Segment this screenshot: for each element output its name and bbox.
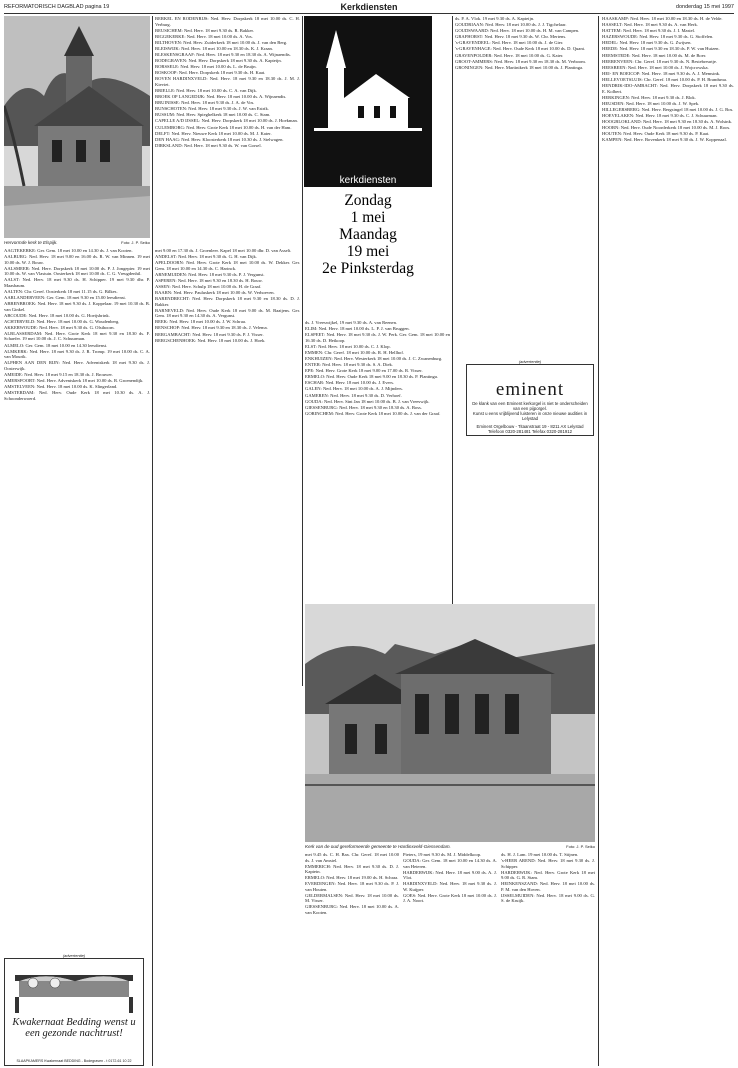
service-entry: AAGTEKERKE: Ger. Gem. 18 mei 10.00 en 14.30 ds. J. van Kooten.	[4, 248, 133, 253]
photo1-caption	[4, 240, 150, 245]
ad-tag: (advertentie)	[518, 359, 542, 364]
day-line: 2e Pinksterdag	[322, 260, 414, 277]
service-entry: EVERDINGEN: Ned. Herv. 18 mei 9.30 ds. P. J. van Houten.	[305, 881, 399, 892]
service-entry: BUSSUM: Ned. Herv. Spieghelkerk 18 mei 10.00 ds. C. Stam.	[155, 112, 271, 118]
service-entry: BEEK: Ned. Herv. 18 mei 10.00 ds. J. W. Schraa.	[155, 319, 247, 325]
service-entry: GORINCHEM: Ned. Herv. Grote Kerk 18 mei 10.00 ds. J. van der Graaf.	[305, 410, 441, 416]
service-entry: GIESSENBURG: Ned. Herv. 18 mei 9.30 en 18.30 ds. A. Boss.	[305, 404, 422, 410]
service-days	[304, 192, 432, 277]
service-entry: mei 9.00 en 17.30 ds. J. Groenleer. Kapel 18 mei 10.00 dhr. D. van Asselt.	[155, 248, 292, 253]
service-entry: HEDEL: Ned. Herv. 18 mei 9.30 ds. G. Zwijsen.	[602, 40, 692, 46]
day-line: Maandag	[339, 226, 397, 243]
service-entry: DELFT: Ned. Herv. Nieuwe Kerk 18 mei 10.00 ds. M. J. Kater.	[155, 130, 272, 136]
service-entry: BARNEVELD: Ned. Herv. Oude Kerk 18 mei 9.00 ds. M. Baaijens. Ger. Gem. 18 mei 9.30 en 14.30 ds. A. Vergunst.	[155, 307, 300, 319]
service-entry: BOSKOOP: Ned. Herv. Dorpskerk 18 mei 9.30 ds. H. Kaat.	[155, 70, 266, 76]
service-entry: Pieters, 19 mei 9.30 ds. M. J. Middelkoop.	[403, 852, 482, 857]
service-entry: ASSEN: Ned. Herv. Schulp 18 mei 10.00 ds. H. de Graaf.	[155, 283, 262, 289]
service-entry: HARDERWIJK: Ned. Herv. 18 mei 9.00 ds. A. J. Vlot.	[403, 869, 497, 881]
service-entry: KAMPEN: Ned. Herv. Bovenkerk 18 mei 9.30 ds. J. W. Koppenaal.	[602, 137, 727, 143]
ad-line: De klank van een Eminent kerkorgel is niet te onderscheiden van een pijporgel.	[472, 401, 588, 411]
service-entry: GRAFHORST: Ned. Herv. 18 mei 9.30 ds. W. Chr. Mertens.	[455, 34, 567, 40]
service-entry: GAMEREN: Ned. Herv. 18 mei 9.30 ds. D. Verhoef.	[305, 392, 402, 398]
column-rule	[302, 16, 303, 686]
section-title: Kerkdiensten	[340, 2, 398, 12]
service-entry: AALST: Ned. Herv. 18 mei 9.30 ds. H. Schipper. 19 mei 9.30 dhr. P. Maasbaum.	[4, 277, 150, 288]
service-entry: GOUDA: Ned. Herv. Sint Jan 18 mei 10.00 ds. B. J. van Vreeswijk.	[305, 398, 430, 404]
service-entry: HASSELT: Ned. Herv. 18 mei 9.30 ds. A. van Herk.	[602, 22, 698, 28]
service-entry: BORSSELE: Ned. Herv. 18 mei 10.00 ds. L. de Bruijn.	[155, 64, 257, 70]
ad-address: Eminent Orgelbouw - Titaanstraat 19 - 8211 AX Lelystad	[476, 424, 584, 429]
service-entry: BILTHOVEN: Ned. Herv. Zuiderkerk 18 mei 10.00 ds. J. van den Berg.	[155, 39, 288, 45]
day-line: 19 mei	[346, 243, 390, 260]
service-entry: ERMELO: Ned. Herv. Oude Kerk 18 mei 9.00 en 18.30 ds. P. Plantinga.	[305, 374, 439, 380]
service-entry: HOORN: Ned. Herv. Oude Noorderkerk 18 mei 10.00 ds. M. J. Roos.	[602, 125, 731, 131]
service-entry: GRAVENPOLDER: Ned. Herv. 18 mei 10.00 ds. G. Kater.	[455, 52, 564, 58]
kwakernaat-advertisement	[4, 953, 144, 1066]
service-entry: AALSMEER: Ned. Herv. Dorpskerk 18 mei 10.00 ds. P. J. Jongepier. 19 mei 10.00 ds. W. van Vlastuin. Oosterkerk 18 mei 10.00 ds. C. G. Vreugdenhil.	[4, 265, 150, 277]
service-entry: GELDERMALSEN: Ned. Herv. 18 mei 10.00 ds. M. Visser.	[305, 892, 399, 904]
service-entry: BLESKENSGRAAF: Ned. Herv. 18 mei 9.30 en 18.30 ds. A. Wijnaendts.	[155, 51, 291, 57]
column-2	[155, 248, 300, 1066]
service-entry: ACHTERVELD: Ned. Herv. 18 mei 10.00 ds. G. Woudenberg.	[4, 318, 120, 324]
service-entry: GOUDA: Ger. Gem. 18 mei 10.00 en 14.30 ds. A. van Heteren.	[403, 858, 497, 869]
column-bottom-2	[403, 852, 497, 1066]
service-entry: BIGGEKERKE: Ned. Herv. 18 mei 10.00 ds. A. Vos.	[155, 33, 253, 39]
service-entry: ELIM: Ned. Herv. 18 mei 10.00 ds. L. P. J. van Bruggen.	[305, 326, 410, 332]
service-entry: HILLEGERSBERG: Ned. Herv. Bergsingel 18 mei 10.00 ds. J. G. Bos.	[602, 106, 734, 112]
service-entry: BLEISWIJK: Ned. Herv. 18 mei 10.00 en 18.30 ds. K. J. Kraan.	[155, 45, 273, 51]
column-rule	[598, 16, 599, 1066]
church-photo-hardinxveld	[305, 604, 595, 842]
service-entry: HARDERWIJK: Ned. Herv. Grote Kerk 18 mei 9.00 ds. G. R. Stam.	[501, 869, 595, 881]
service-entry: HEERENVEEN: Chr. Geref. 18 mei 9.30 ds. N. Bestebreurtje.	[602, 58, 718, 64]
service-entry: CAPELLE A/D IJSSEL: Ned. Herv. Dorpskerk 18 mei 10.00 ds. J. Hoekman.	[155, 118, 298, 124]
service-entry: HERKINGEN: Ned. Herv. 18 mei 9.30 ds. J. Blok.	[602, 94, 696, 100]
service-entry: ERMELO: Ned. Herv. 18 mei 19.00 ds. H. Schraa.	[305, 875, 399, 881]
service-entry: GROOT-AMMERS: Ned. Herv. 18 mei 9.30 en 18.30 ds. M. Verboom.	[455, 58, 587, 64]
column-6	[602, 16, 734, 1066]
service-entry: BRUINISSE: Ned. Herv. 18 mei 9.30 ds. J. A. de Vos.	[155, 100, 255, 106]
service-entry: ABCOUDE: Ned. Herv. 18 mei 10.00 ds. G. Hoeijsbrink.	[4, 312, 110, 318]
kerkdiensten-label: kerkdiensten	[304, 174, 432, 187]
service-entry: GIESSENBURG: Ned. Herv. 18 mei 10.00 ds. A. van Kooten.	[305, 904, 399, 915]
service-entry: HENDRIK-IDO-AMBACHT: Ned. Herv. Dorpskerk 18 mei 9.30 ds. E. Kolbert.	[602, 83, 734, 94]
bed-illustration	[5, 961, 143, 1017]
service-entry: ELSPEET: Ned. Herv. 18 mei 9.30 ds. J. W. Perk. Ger. Gem. 18 mei 10.00 en 16.30 ds. D. Heikoop.	[305, 332, 450, 343]
header-date: donderdag 15 mei 1997	[675, 4, 734, 10]
service-entry: HAZERSWOUDE: Ned. Herv. 18 mei 9.30 ds. G. Stoffelen.	[602, 34, 714, 40]
service-entry: ds. H. J. Lam. 19 mei 10.00 ds. T. Stijnen.	[501, 852, 579, 857]
service-entry: GOUDSWAARD: Ned. Herv. 18 mei 10.00 ds. H. M. van Campen.	[455, 28, 580, 34]
service-entry: ALMKERK: Ned. Herv. 18 mei 9.30 ds. J. R. Tromp. 19 mei 10.00 ds. C. A. van Mourik.	[4, 348, 150, 360]
service-entry: 's-HEER AREND: Ned. Herv. 18 mei 9.30 ds. J. Schipper.	[501, 858, 595, 869]
service-entry: HEI- EN BOEICOP: Ned. Herv. 18 mei 9.30 ds. A. J. Memsink.	[602, 70, 721, 76]
service-entry: BEUSICHEM: Ned. Herv. 18 mei 9.30 ds. R. Bakker.	[155, 27, 254, 33]
service-entry: ALPHEN AAN DEN RIJN: Ned. Herv. Adventskerk 18 mei 9.30 ds. J. Oosterwijk.	[4, 360, 150, 371]
service-entry: GRONINGEN: Ned. Herv. Martinikerk 18 mei 10.00 ds. J. Plantinga.	[455, 64, 584, 70]
service-entry: ALBLASSERDAM: Ned. Herv. Grote Kerk 18 mei 9.30 en 18.30 ds. F. Schaefer. 19 mei 10.00 ds. J. C. Schuurman.	[4, 330, 150, 342]
service-entry: AALTEN: Chr. Geref. Oosterkerk 18 mei 11.15 ds. G. Bilkes.	[4, 288, 118, 294]
page-header	[4, 2, 734, 14]
service-entry: ds. P. A. Vlok. 19 mei 9.30 ds. A. Kapteijn.	[455, 16, 535, 21]
service-entry: GALEN: Ned. Herv. 18 mei 10.00 ds. A. J. Mijnders.	[305, 386, 403, 392]
service-entry: EMMEN: Chr. Geref. 18 mei 10.00 ds. R. H. Hellhof.	[305, 349, 405, 355]
service-entry: ABBENBROEK: Ned. Herv. 18 mei 9.30 ds. J. Koppelaar. 19 mei 10.30 ds. B. van Ginkel.	[4, 301, 150, 312]
service-entry: GOUDRIAAN: Ned. Herv. 18 mei 10.00 ds. J. J. Tigchelaar.	[455, 22, 567, 28]
service-entry: HELLEVOETSLUIS: Chr. Geref. 18 mei 10.00 ds. P. H. Brandsma.	[602, 76, 728, 82]
service-entry: BENSCHOP: Ned. Herv. 18 mei 9.30 en 18.30 ds. J. Velema.	[155, 325, 268, 331]
service-entry: AMSTELVEEN: Ned. Herv. 18 mei 10.00 ds. K. Slingerland.	[4, 384, 118, 389]
ad-phone: Telefoon 0320-281481 Telefax 0320-281912	[487, 429, 573, 434]
service-entry: HEEDE: Ned. Herv. 18 mei 9.30 en 18.30 ds. P. W. van Huizen.	[602, 46, 720, 52]
service-entry: BERKEL EN RODENRIJS: Ned. Herv. Dorpskerk 18 mei 10.00 ds. C. H. Verburg.	[155, 16, 300, 27]
service-entry: AKKERWOUDE: Ned. Herv. 18 mei 9.30 ds. G. Olsthoorn.	[4, 324, 115, 330]
service-entry: HARDINXVELD: Ned. Herv. 18 mei 9.30 ds. J. W. Kuijper.	[403, 881, 497, 892]
service-entry: ANDELST: Ned. Herv. 18 mei 9.30 ds. G. H. van Dijk.	[155, 254, 257, 260]
eminent-advertisement	[466, 359, 594, 436]
service-entry: DIRKSLAND: Ned. Herv. 18 mei 9.30 ds. W. van Gorsel.	[155, 142, 262, 148]
ad-address: SLAAPKAMERS Kwakernaat BEDDING - Bodegraven - t 0172-61 10 22	[16, 1058, 132, 1063]
service-entry: BRIELLE: Ned. Herv. 18 mei 10.00 ds. C. A. van Dijk.	[155, 87, 257, 93]
service-entry: AALBURG: Ned. Herv. 18 mei 9.00 en 16.00 ds. R. W. van Minnen. 19 mei 10.00 ds. W. J. Bouw.	[4, 254, 150, 265]
service-entry: AARLANDERVEEN: Ger. Gem. 18 mei 9.30 en 15.00 leesdienst.	[4, 294, 126, 300]
service-entry: IJSSELMUIDEN: Ned. Herv. 18 mei 9.00 ds. G. S. de Kruijk.	[501, 892, 595, 904]
service-entry: ENKHUIZEN: Ned. Herv. Westerkerk 18 mei 10.00 ds. J. C. Zwanenburg.	[305, 355, 443, 361]
service-entry: ALMELO: Ger. Gem. 18 mei 10.00 en 14.30 leesdienst.	[4, 342, 108, 348]
ad-line: Kunst u eens vrijblijvend luisteren in onze nieuwe audities in Lelystad	[472, 411, 588, 421]
service-entry: ELST: Ned. Herv. 18 mei 10.00 ds. C. J. Klop.	[305, 343, 391, 349]
service-entry: HAASKAMP: Ned. Herv. 18 mei 10.00 en 18.30 ds. H. de Velde.	[602, 16, 723, 21]
service-entry: HOEVELAKEN: Ned. Herv. 18 mei 9.30 ds. C. J. Schuurman.	[602, 112, 718, 118]
photo-credit: Foto: J. P. Seiko	[566, 844, 595, 849]
service-entry: EMMERICH: Ned. Herv. 18 mei 9.30 ds. D. J. Kaptein.	[305, 863, 399, 875]
eminent-logo: eminent	[495, 379, 565, 400]
service-entry: BARENDRECHT: Ned. Herv. Dorpskerk 18 mei 9.30 en 18.30 ds. D. J. Bakker.	[155, 296, 300, 307]
service-entry: HOOGBLOKLAND: Ned. Herv. 18 mei 9.30 en 18.30 ds. A. Wolsink.	[602, 119, 733, 124]
service-entry: BOVEN HARDINXVELD: Ned. Herv. 18 mei 9.30 en 18.30 ds. J. M. J. Kieviet.	[155, 76, 300, 87]
title-block	[304, 16, 432, 316]
caption-text: Hervormde kerk te Elspijk.	[4, 240, 58, 245]
column-rule	[452, 16, 453, 686]
service-entry: AMERSFOORT: Ned. Herv. Adventskerk 18 mei 10.00 ds. R. Groenendijk.	[4, 377, 144, 383]
service-entry: HEESBEEN: Ned. Herv. 18 mei 10.00 ds. J. Wojcrowska.	[602, 64, 709, 70]
service-entry: BERGSCHENHOEK: Ned. Herv. 18 mei 10.00 ds. J. Hoek.	[155, 337, 266, 343]
service-entry: HEINKENSZAND: Ned. Herv. 18 mei 10.00 ds. P. M. van den Hoven.	[501, 881, 595, 892]
service-entry: EPE: Ned. Herv. Grote Kerk 18 mei 9.00 en 17.00 ds. R. Visser.	[305, 368, 423, 374]
service-entry: HOUTEN: Ned. Herv. Oude Kerk 18 mei 9.30 ds. P. Kaat.	[602, 131, 710, 137]
day-line: 1 mei	[350, 209, 386, 226]
service-entry: BODEGRAVEN: Ned. Herv. Dorpskerk 18 mei 9.30 ds. A. Kapteijn.	[155, 58, 282, 64]
service-entry: HEEMSTEDE: Ned. Herv. 18 mei 10.00 ds. M. de Boer.	[602, 52, 707, 58]
service-entry: mei 9.45 ds. C. H. Bax. Chr. Geref. 18 mei 10.00 ds. J. van Amstel.	[305, 852, 399, 863]
service-entry: APELDOORN: Ned. Herv. Grote Kerk 18 mei 10.00 ds. W. Dekker. Ger. Gem. 18 mei 10.00 en 14.30 ds. C. Harinck.	[155, 260, 300, 271]
service-entry: ESCHAR: Ned. Herv. 18 mei 10.00 ds. J. Evers.	[305, 380, 395, 386]
service-entry: ENTER: Ned. Herv. 18 mei 9.30 ds. S. A. Diek.	[305, 362, 393, 368]
ad-tag: (advertentie)	[62, 953, 86, 958]
service-entry: ASPEREN: Ned. Herv. 18 mei 9.30 en 18.30 ds. H. Bouw.	[155, 277, 263, 283]
service-entry: AMEIDE: Ned. Herv. 18 mei 9.15 en 18.30 ds. J. Brouwer.	[4, 371, 113, 377]
service-entry: AMSTERDAM: Ned. Herv. Oude Kerk 18 mei 10.30 ds. A. J. Schoonderwoerd.	[4, 390, 150, 401]
photo-credit: Foto: J. P. Seiko	[121, 240, 150, 245]
service-entry: ds. J. Vreeswijkel, 19 mei 9.30 ds. A. van Reenen.	[305, 320, 398, 325]
caption-text: Kerk van de oud gereformeerde gemeente te Hardinxveld-Giessendam.	[305, 844, 451, 849]
column-bottom-1	[305, 852, 399, 1066]
service-entry: BROEK OP LANGEDIJK: Ned. Herv. 18 mei 10.00 ds. A. Wijnaendts.	[155, 94, 287, 100]
service-entry: HATTEM: Ned. Herv. 18 mei 9.30 ds. J. I. Mastel.	[602, 28, 696, 34]
ad-slogan: Kwakernaat Bedding wenst u een gezonde nachtrust!	[12, 1017, 136, 1039]
service-entry: GOES: Ned. Herv. Grote Kerk 18 mei 10.00 ds. J. J. A. Noort.	[403, 892, 497, 904]
column-5	[455, 16, 596, 356]
service-entry: ARNEMUIDEN: Ned. Herv. 18 mei 9.30 ds. P. J. Vergunst.	[155, 271, 265, 277]
photo2-caption	[305, 844, 595, 849]
header-left: REFORMATORISCH DAGBLAD pagina 19	[4, 4, 110, 10]
column-1	[4, 248, 150, 954]
service-entry: DEN HAAG: Ned. Herv. Kloosterkerk 18 mei 10.30 ds. J. Stelwagen.	[155, 136, 284, 142]
service-entry: 's-GRAVENDEEL: Ned. Herv. 18 mei 10.00 ds. J. de Gier.	[455, 40, 564, 46]
column-bottom-3	[501, 852, 595, 1066]
church-silhouette	[304, 16, 432, 186]
service-entry: CULEMBORG: Ned. Herv. Grote Kerk 18 mei 10.00 ds. H. van der Ham.	[155, 124, 292, 130]
service-entry: HEUSDEN: Ned. Herv. 18 mei 10.00 ds. J. W. Spek.	[602, 100, 700, 106]
column-3	[155, 16, 300, 246]
day-line: Zondag	[344, 192, 392, 209]
column-rule	[152, 16, 153, 1066]
church-photo-elspijk	[4, 16, 150, 238]
service-entry: BAARN: Ned. Herv. Pauluskerk 18 mei 10.00 ds. W. Verhoeven.	[155, 290, 275, 296]
service-entry: BUNSCHOTEN: Ned. Herv. 18 mei 9.30 ds. J. W. van Estrik.	[155, 106, 269, 112]
service-entry: 's-GRAVENHAGE: Ned. Herv. Oude Kerk 18 mei 10.00 ds. D. Quant.	[455, 46, 586, 52]
service-entry: BERGAMBACHT: Ned. Herv. 18 mei 9.30 ds. P. J. Visser.	[155, 331, 264, 337]
